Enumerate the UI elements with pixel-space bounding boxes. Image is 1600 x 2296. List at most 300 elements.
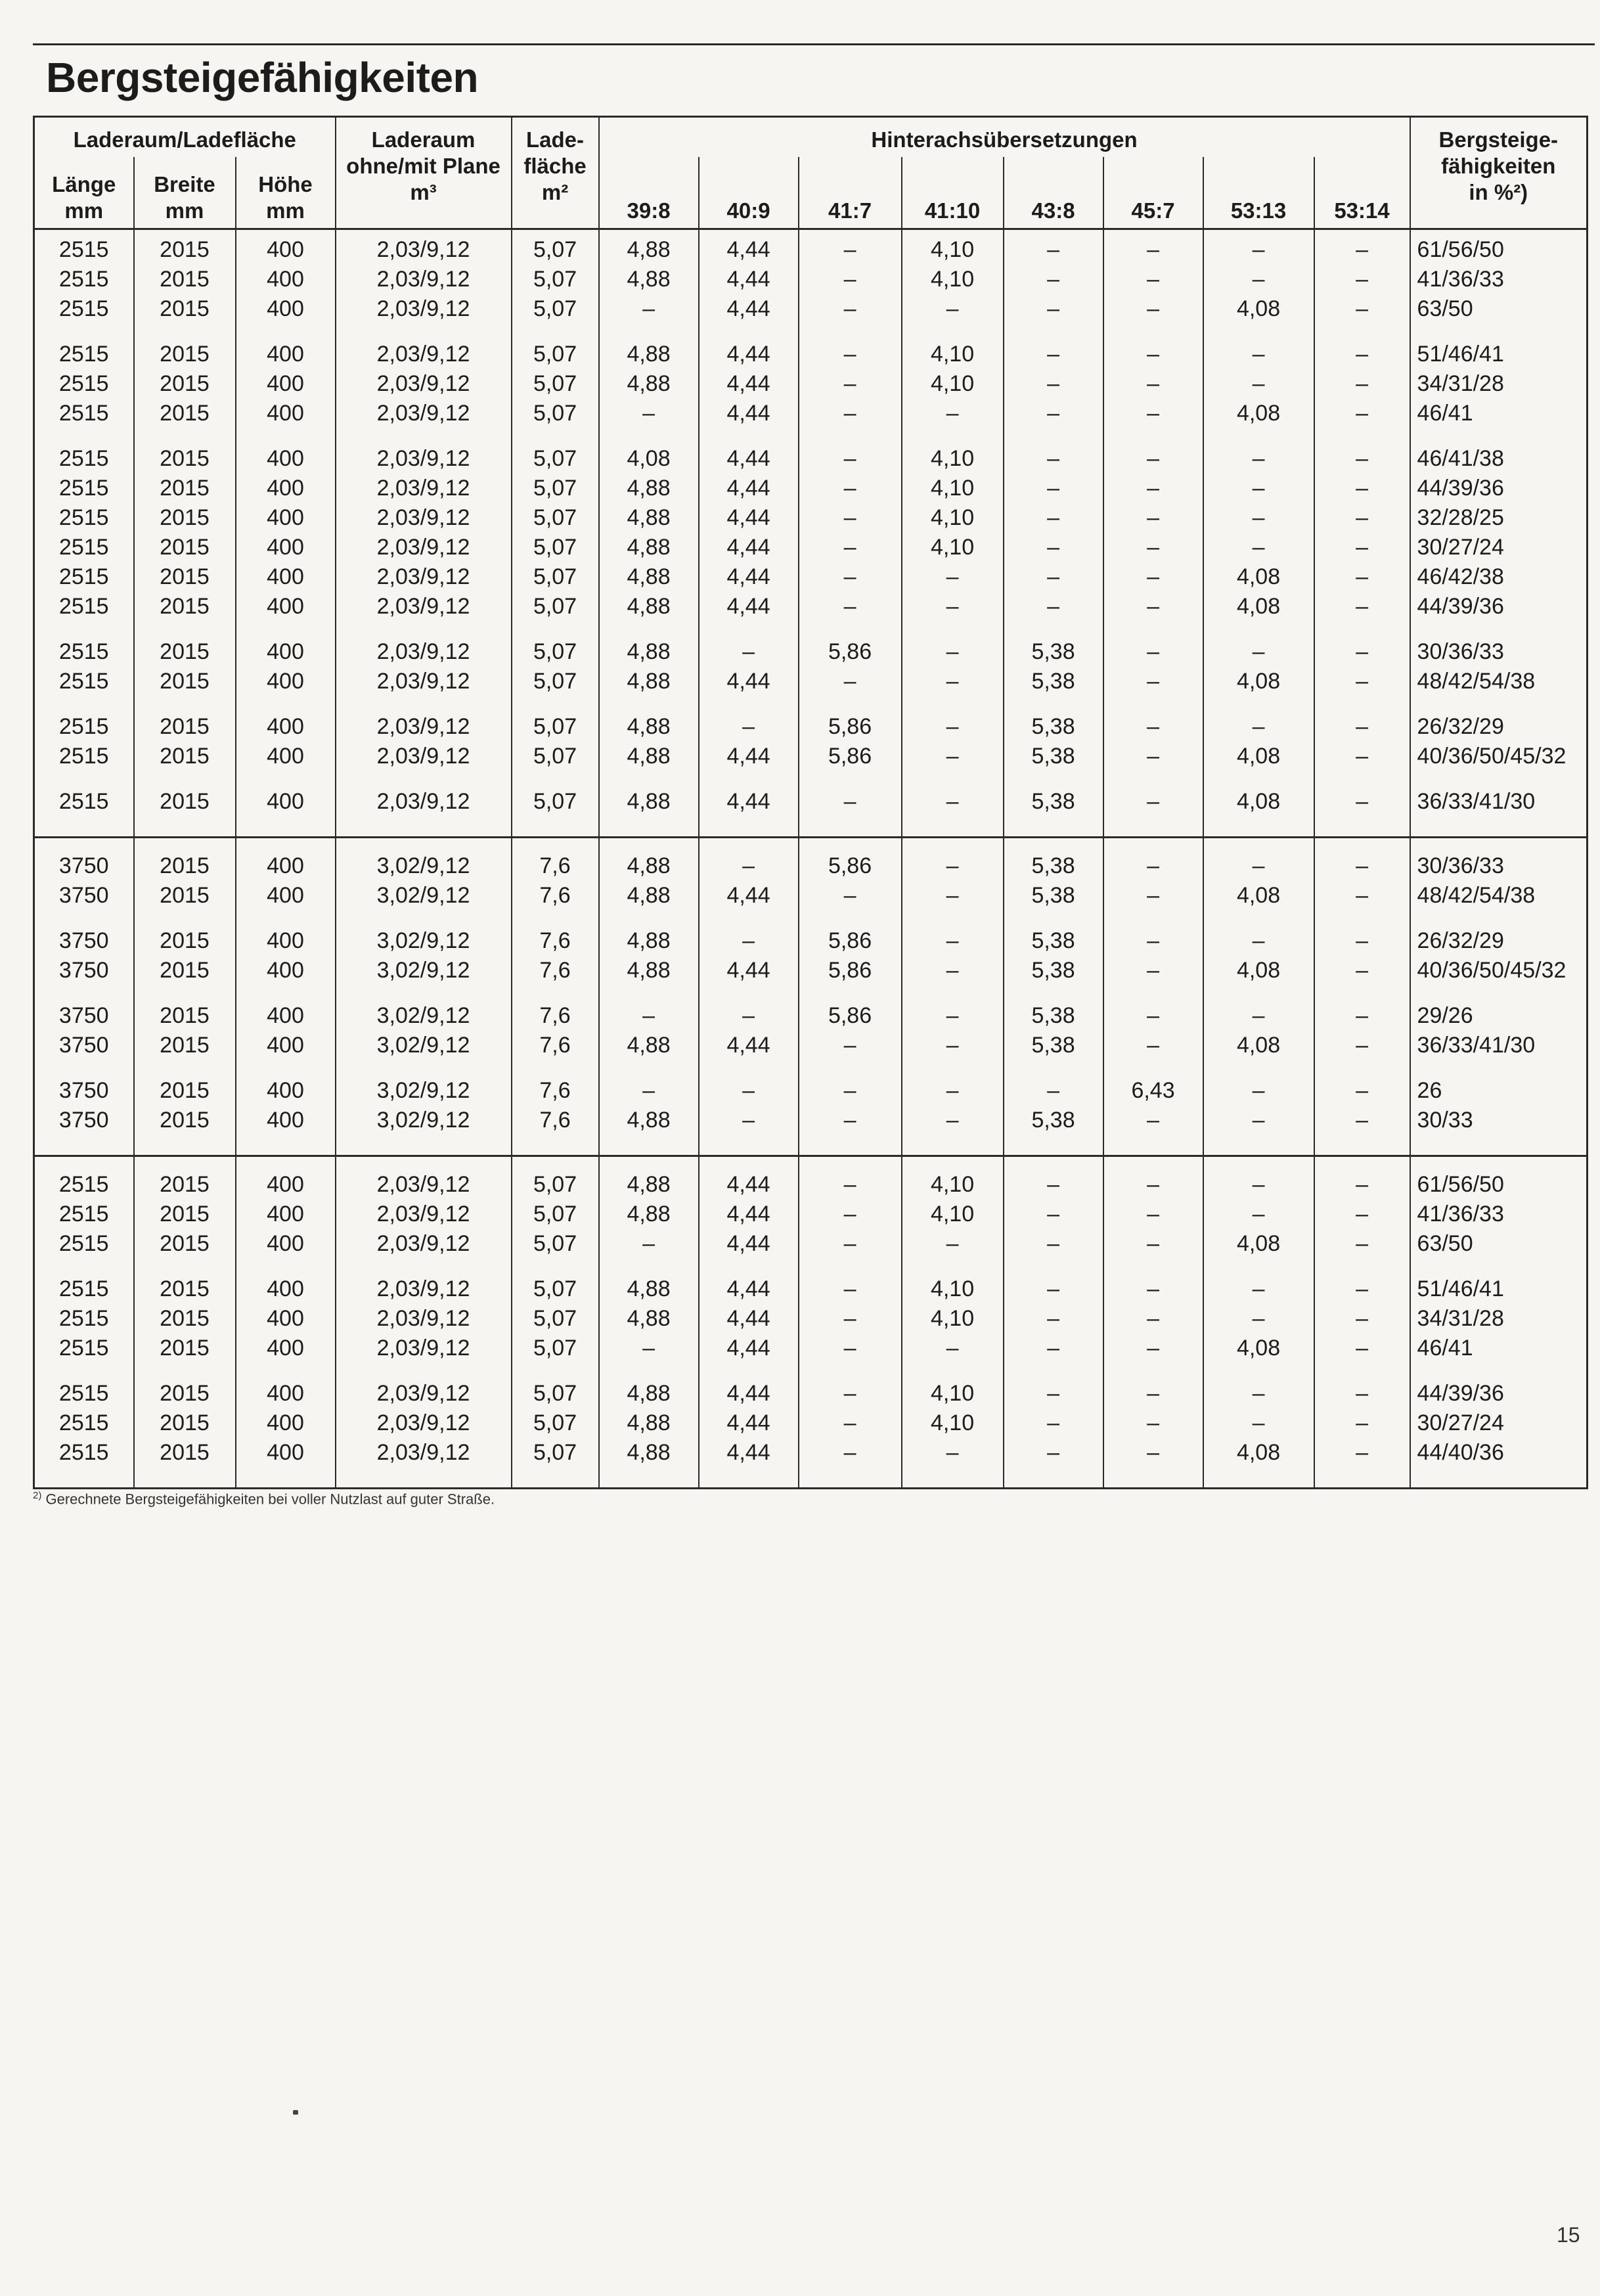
table-header bbox=[34, 117, 1588, 229]
table-cell: 2515 bbox=[34, 1200, 134, 1229]
table-cell: 400 bbox=[236, 1229, 336, 1259]
table-cell: 30/27/24 bbox=[1410, 1408, 1588, 1438]
header-laenge bbox=[34, 157, 134, 229]
table-cell: 2,03/9,12 bbox=[336, 369, 512, 399]
table-cell: – bbox=[599, 1334, 699, 1363]
table-cell: 2,03/9,12 bbox=[336, 1438, 512, 1489]
header-laenge-label: Länge bbox=[52, 172, 116, 196]
table-cell: 4,10 bbox=[902, 503, 1004, 533]
table-cell: – bbox=[1004, 428, 1103, 474]
table-cell: – bbox=[1004, 1259, 1103, 1304]
table-cell: 4,08 bbox=[1203, 294, 1314, 324]
table-cell: – bbox=[1004, 562, 1103, 592]
table-cell: 4,88 bbox=[599, 1106, 699, 1156]
table-row bbox=[34, 474, 1588, 503]
table-cell: – bbox=[1314, 229, 1410, 265]
table-cell: – bbox=[799, 667, 902, 696]
table-cell: – bbox=[1203, 503, 1314, 533]
table-cell: 2015 bbox=[134, 399, 236, 428]
table-cell: 2015 bbox=[134, 1259, 236, 1304]
table-cell: – bbox=[1314, 1106, 1410, 1156]
table-cell: 4,88 bbox=[599, 1304, 699, 1334]
table-cell: – bbox=[1103, 1363, 1203, 1408]
table-cell: 2515 bbox=[34, 1304, 134, 1334]
table-cell: – bbox=[1103, 985, 1203, 1031]
table-cell: – bbox=[799, 369, 902, 399]
header-laderaum bbox=[336, 117, 512, 229]
table-cell: 3750 bbox=[34, 985, 134, 1031]
table-cell: 4,44 bbox=[699, 1229, 799, 1259]
header-ladeflaeche-line2: fläche bbox=[523, 154, 587, 178]
table-cell: 4,88 bbox=[599, 881, 699, 911]
table-cell: 5,07 bbox=[512, 324, 599, 369]
table-cell: – bbox=[799, 1229, 902, 1259]
table-cell: 5,07 bbox=[512, 1334, 599, 1363]
table-cell: 2,03/9,12 bbox=[336, 1304, 512, 1334]
table-cell: – bbox=[1103, 911, 1203, 956]
table-cell: 4,10 bbox=[902, 369, 1004, 399]
table-cell: 46/41 bbox=[1410, 1334, 1588, 1363]
table-cell: – bbox=[1314, 667, 1410, 696]
table-cell: – bbox=[799, 592, 902, 621]
table-cell: 34/31/28 bbox=[1410, 1304, 1588, 1334]
table-cell: 26/32/29 bbox=[1410, 911, 1588, 956]
table-cell: 400 bbox=[236, 592, 336, 621]
header-laenge-unit: mm bbox=[64, 198, 104, 223]
table-cell: 4,44 bbox=[699, 229, 799, 265]
table-cell: – bbox=[1203, 838, 1314, 882]
header-ratio: 40:9 bbox=[699, 157, 799, 229]
table-cell: 2515 bbox=[34, 742, 134, 771]
table-cell: 3,02/9,12 bbox=[336, 881, 512, 911]
header-ratio: 43:8 bbox=[1004, 157, 1103, 229]
table-cell: 3,02/9,12 bbox=[336, 1031, 512, 1060]
table-cell: 4,88 bbox=[599, 369, 699, 399]
table-cell: 2515 bbox=[34, 428, 134, 474]
table-cell: – bbox=[1314, 562, 1410, 592]
table-cell: 40/36/50/45/32 bbox=[1410, 956, 1588, 985]
table-cell: 2515 bbox=[34, 771, 134, 838]
table-cell: – bbox=[1004, 1229, 1103, 1259]
table-cell: – bbox=[1004, 294, 1103, 324]
header-berg-line2: fähigkeiten bbox=[1441, 154, 1556, 178]
table-row bbox=[34, 562, 1588, 592]
table-cell: 2015 bbox=[134, 1304, 236, 1334]
table-cell: 5,07 bbox=[512, 1156, 599, 1200]
table-cell: 400 bbox=[236, 1031, 336, 1060]
table-cell: – bbox=[1103, 294, 1203, 324]
table-cell: 2015 bbox=[134, 621, 236, 667]
table-cell: – bbox=[799, 474, 902, 503]
table-cell: – bbox=[799, 1408, 902, 1438]
table-cell: 2015 bbox=[134, 474, 236, 503]
table-cell: 4,44 bbox=[699, 1304, 799, 1334]
print-speck bbox=[293, 2110, 298, 2115]
table-cell: 400 bbox=[236, 369, 336, 399]
table-cell: 2,03/9,12 bbox=[336, 474, 512, 503]
table-cell: 2,03/9,12 bbox=[336, 1229, 512, 1259]
header-ratio: 41:10 bbox=[902, 157, 1004, 229]
table-cell: 2,03/9,12 bbox=[336, 592, 512, 621]
table-cell: 7,6 bbox=[512, 881, 599, 911]
table-cell: 2015 bbox=[134, 742, 236, 771]
table-row bbox=[34, 1334, 1588, 1363]
table-cell: 2515 bbox=[34, 369, 134, 399]
table-cell: – bbox=[1103, 1334, 1203, 1363]
table-cell: 4,10 bbox=[902, 324, 1004, 369]
table-cell: – bbox=[1103, 324, 1203, 369]
header-ratio: 41:7 bbox=[799, 157, 902, 229]
table-cell: 4,88 bbox=[599, 592, 699, 621]
table-cell: 5,86 bbox=[799, 838, 902, 882]
table-cell: 4,08 bbox=[1203, 956, 1314, 985]
table-cell: 2015 bbox=[134, 1200, 236, 1229]
table-cell: – bbox=[1203, 1106, 1314, 1156]
table-cell: 4,44 bbox=[699, 369, 799, 399]
header-breite-unit: mm bbox=[165, 198, 204, 223]
table-cell: – bbox=[1103, 881, 1203, 911]
table-cell: 400 bbox=[236, 1438, 336, 1489]
table-cell: 4,10 bbox=[902, 1408, 1004, 1438]
table-cell: 4,44 bbox=[699, 1408, 799, 1438]
table-cell: 4,88 bbox=[599, 265, 699, 294]
table-cell: 3750 bbox=[34, 956, 134, 985]
table-cell: 4,44 bbox=[699, 324, 799, 369]
table-cell: 400 bbox=[236, 1156, 336, 1200]
table-cell: 2,03/9,12 bbox=[336, 667, 512, 696]
table-cell: 4,88 bbox=[599, 562, 699, 592]
table-cell: – bbox=[1314, 881, 1410, 911]
table-cell: 2015 bbox=[134, 1334, 236, 1363]
footnote bbox=[33, 1490, 495, 1508]
table-cell: – bbox=[1314, 621, 1410, 667]
table-cell: 4,44 bbox=[699, 1156, 799, 1200]
table-cell: 40/36/50/45/32 bbox=[1410, 742, 1588, 771]
table-cell: 3,02/9,12 bbox=[336, 1106, 512, 1156]
table-cell: 4,08 bbox=[1203, 1334, 1314, 1363]
table-cell: – bbox=[1103, 229, 1203, 265]
table-cell: 41/36/33 bbox=[1410, 265, 1588, 294]
table-cell: – bbox=[902, 294, 1004, 324]
table-cell: 5,86 bbox=[799, 956, 902, 985]
table-cell: 2515 bbox=[34, 562, 134, 592]
table-cell: 2515 bbox=[34, 1334, 134, 1363]
table-cell: – bbox=[799, 399, 902, 428]
table-cell: 29/26 bbox=[1410, 985, 1588, 1031]
table-cell: – bbox=[799, 881, 902, 911]
table-cell: 2515 bbox=[34, 621, 134, 667]
table-cell: 4,44 bbox=[699, 1031, 799, 1060]
table-cell: 4,08 bbox=[1203, 881, 1314, 911]
table-cell: 2515 bbox=[34, 474, 134, 503]
table-cell: 44/39/36 bbox=[1410, 474, 1588, 503]
table-cell: – bbox=[1314, 1334, 1410, 1363]
table-cell: – bbox=[1203, 533, 1314, 562]
table-cell: 3750 bbox=[34, 1060, 134, 1106]
table-cell: – bbox=[799, 1200, 902, 1229]
table-cell: – bbox=[1103, 1106, 1203, 1156]
table-cell: 30/36/33 bbox=[1410, 838, 1588, 882]
table-cell: – bbox=[1103, 1229, 1203, 1259]
table-cell: 4,44 bbox=[699, 1200, 799, 1229]
table-cell: 5,07 bbox=[512, 294, 599, 324]
table-cell: – bbox=[902, 1334, 1004, 1363]
table-cell: 4,88 bbox=[599, 742, 699, 771]
table-cell: 4,44 bbox=[699, 1438, 799, 1489]
table-cell: – bbox=[699, 985, 799, 1031]
table-cell: 5,07 bbox=[512, 265, 599, 294]
table-cell: 2015 bbox=[134, 1031, 236, 1060]
table-cell: 44/39/36 bbox=[1410, 1363, 1588, 1408]
table-cell: 5,07 bbox=[512, 1259, 599, 1304]
table-cell: – bbox=[902, 771, 1004, 838]
table-cell: 4,88 bbox=[599, 1363, 699, 1408]
table-cell: – bbox=[1314, 1408, 1410, 1438]
table-cell: 4,44 bbox=[699, 1259, 799, 1304]
table-cell: – bbox=[799, 1156, 902, 1200]
table-cell: 46/41/38 bbox=[1410, 428, 1588, 474]
table-cell: 5,07 bbox=[512, 1363, 599, 1408]
table-cell: – bbox=[1103, 696, 1203, 742]
table-cell: – bbox=[1004, 369, 1103, 399]
table-cell: 400 bbox=[236, 956, 336, 985]
table-row bbox=[34, 265, 1588, 294]
table-cell: – bbox=[1314, 1229, 1410, 1259]
header-ratio: 39:8 bbox=[599, 157, 699, 229]
table-cell: – bbox=[1314, 956, 1410, 985]
table-cell: 2515 bbox=[34, 667, 134, 696]
table-cell: 400 bbox=[236, 742, 336, 771]
table-cell: 400 bbox=[236, 474, 336, 503]
table-cell: 5,38 bbox=[1004, 742, 1103, 771]
table-cell: 400 bbox=[236, 428, 336, 474]
table-cell: – bbox=[1103, 503, 1203, 533]
table-cell: – bbox=[1004, 1334, 1103, 1363]
table-cell: 41/36/33 bbox=[1410, 1200, 1588, 1229]
table-row bbox=[34, 838, 1588, 882]
table-row bbox=[34, 667, 1588, 696]
table-cell: – bbox=[902, 592, 1004, 621]
table-cell: 2,03/9,12 bbox=[336, 324, 512, 369]
table-cell: 400 bbox=[236, 562, 336, 592]
table-cell: – bbox=[799, 533, 902, 562]
table-cell: – bbox=[599, 985, 699, 1031]
page-title: Bergsteigefähigkeiten bbox=[46, 54, 479, 101]
table-cell: 400 bbox=[236, 911, 336, 956]
table-cell: 26 bbox=[1410, 1060, 1588, 1106]
table-cell: – bbox=[902, 562, 1004, 592]
table-cell: 400 bbox=[236, 881, 336, 911]
table-cell: 4,88 bbox=[599, 667, 699, 696]
table-cell: – bbox=[1203, 696, 1314, 742]
table-cell: – bbox=[1103, 742, 1203, 771]
table-cell: – bbox=[799, 562, 902, 592]
table-cell: 2015 bbox=[134, 1106, 236, 1156]
table-cell: 30/27/24 bbox=[1410, 533, 1588, 562]
table-cell: – bbox=[1004, 1200, 1103, 1229]
header-hinterachsuebersetzungen: Hinterachsübersetzungen bbox=[599, 117, 1410, 158]
header-hoehe bbox=[236, 157, 336, 229]
table-row bbox=[34, 1363, 1588, 1408]
table-cell: 400 bbox=[236, 503, 336, 533]
table-cell: 2015 bbox=[134, 1156, 236, 1200]
table-cell: 2,03/9,12 bbox=[336, 696, 512, 742]
table-cell: 2015 bbox=[134, 1229, 236, 1259]
table-cell: – bbox=[1203, 265, 1314, 294]
header-ladeflaeche bbox=[512, 117, 599, 229]
table-cell: 4,44 bbox=[699, 956, 799, 985]
table-cell: – bbox=[1203, 911, 1314, 956]
table-cell: 7,6 bbox=[512, 1031, 599, 1060]
table-cell: – bbox=[1203, 1304, 1314, 1334]
table-cell: 2515 bbox=[34, 1363, 134, 1408]
table-cell: 2015 bbox=[134, 771, 236, 838]
table-cell: 4,88 bbox=[599, 696, 699, 742]
table-cell: 5,38 bbox=[1004, 771, 1103, 838]
table-cell: 2015 bbox=[134, 503, 236, 533]
table-cell: – bbox=[1004, 1438, 1103, 1489]
table-row bbox=[34, 771, 1588, 838]
table-cell: – bbox=[1103, 474, 1203, 503]
table-cell: 4,44 bbox=[699, 667, 799, 696]
table-cell: – bbox=[799, 1259, 902, 1304]
table-row bbox=[34, 428, 1588, 474]
table-cell: 2515 bbox=[34, 229, 134, 265]
table-cell: 400 bbox=[236, 1304, 336, 1334]
table-cell: – bbox=[1314, 265, 1410, 294]
table-cell: 32/28/25 bbox=[1410, 503, 1588, 533]
table-cell: – bbox=[1314, 1363, 1410, 1408]
table-cell: – bbox=[1103, 1438, 1203, 1489]
header-bergsteigefaehigkeiten bbox=[1410, 117, 1588, 229]
table-cell: 2015 bbox=[134, 956, 236, 985]
table-cell: 400 bbox=[236, 1363, 336, 1408]
table-row bbox=[34, 399, 1588, 428]
table-cell: 5,07 bbox=[512, 1200, 599, 1229]
table-cell: 2515 bbox=[34, 1259, 134, 1304]
table-cell: 2015 bbox=[134, 428, 236, 474]
table-row bbox=[34, 696, 1588, 742]
table-cell: 4,10 bbox=[902, 265, 1004, 294]
table-cell: – bbox=[902, 1106, 1004, 1156]
table-cell: 3,02/9,12 bbox=[336, 956, 512, 985]
table-cell: 400 bbox=[236, 229, 336, 265]
table-cell: – bbox=[699, 1106, 799, 1156]
table-cell: 400 bbox=[236, 533, 336, 562]
table-cell: 4,88 bbox=[599, 324, 699, 369]
table-cell: – bbox=[799, 294, 902, 324]
table-cell: – bbox=[1203, 1156, 1314, 1200]
table-cell: 4,88 bbox=[599, 838, 699, 882]
table-row bbox=[34, 985, 1588, 1031]
table-cell: 5,86 bbox=[799, 621, 902, 667]
table-cell: 4,08 bbox=[1203, 1438, 1314, 1489]
table-cell: 5,07 bbox=[512, 1229, 599, 1259]
table-cell: 4,88 bbox=[599, 621, 699, 667]
header-laderaum-unit: m³ bbox=[410, 180, 437, 204]
table-cell: 2,03/9,12 bbox=[336, 229, 512, 265]
table-cell: 4,44 bbox=[699, 474, 799, 503]
table-row bbox=[34, 881, 1588, 911]
table-cell: 2,03/9,12 bbox=[336, 1408, 512, 1438]
table-cell: 4,08 bbox=[1203, 592, 1314, 621]
table-cell: – bbox=[1314, 1060, 1410, 1106]
header-hoehe-label: Höhe bbox=[258, 172, 313, 196]
table-cell: 4,08 bbox=[1203, 562, 1314, 592]
table-cell: 30/33 bbox=[1410, 1106, 1588, 1156]
table-cell: 2015 bbox=[134, 985, 236, 1031]
table-cell: 5,07 bbox=[512, 1304, 599, 1334]
gradeability-table bbox=[33, 116, 1588, 1489]
table-cell: 36/33/41/30 bbox=[1410, 1031, 1588, 1060]
header-ladeflaeche-unit: m² bbox=[541, 180, 569, 204]
table-cell: 48/42/54/38 bbox=[1410, 667, 1588, 696]
table-cell: 2015 bbox=[134, 1438, 236, 1489]
table-cell: – bbox=[902, 1031, 1004, 1060]
table-cell: 30/36/33 bbox=[1410, 621, 1588, 667]
table-cell: 2,03/9,12 bbox=[336, 533, 512, 562]
table-cell: 5,86 bbox=[799, 911, 902, 956]
table-row bbox=[34, 369, 1588, 399]
table-cell: 3750 bbox=[34, 1106, 134, 1156]
table-cell: 3,02/9,12 bbox=[336, 1060, 512, 1106]
table-cell: 4,10 bbox=[902, 1259, 1004, 1304]
table-row bbox=[34, 503, 1588, 533]
table-cell: – bbox=[1314, 1156, 1410, 1200]
header-ratio: 53:14 bbox=[1314, 157, 1410, 229]
table-cell: 61/56/50 bbox=[1410, 1156, 1588, 1200]
table-cell: – bbox=[902, 696, 1004, 742]
table-cell: – bbox=[902, 621, 1004, 667]
table-cell: 2,03/9,12 bbox=[336, 1334, 512, 1363]
table-cell: 400 bbox=[236, 265, 336, 294]
table-cell: – bbox=[1004, 503, 1103, 533]
table-cell: – bbox=[1103, 265, 1203, 294]
table-cell: – bbox=[1314, 985, 1410, 1031]
table-cell: 5,07 bbox=[512, 771, 599, 838]
top-rule bbox=[33, 43, 1595, 45]
table-cell: 7,6 bbox=[512, 838, 599, 882]
table-cell: – bbox=[1004, 1408, 1103, 1438]
table-cell: – bbox=[1103, 1304, 1203, 1334]
table-cell: 4,10 bbox=[902, 1156, 1004, 1200]
table-row bbox=[34, 533, 1588, 562]
table-cell: 4,88 bbox=[599, 503, 699, 533]
table-cell: 4,44 bbox=[699, 503, 799, 533]
table-cell: – bbox=[699, 838, 799, 882]
table-cell: 4,88 bbox=[599, 1259, 699, 1304]
table-cell: 400 bbox=[236, 985, 336, 1031]
table-cell: – bbox=[1314, 838, 1410, 882]
table-cell: 4,44 bbox=[699, 881, 799, 911]
table-cell: – bbox=[799, 771, 902, 838]
table-cell: 61/56/50 bbox=[1410, 229, 1588, 265]
header-laderaum-ladeflaeche: Laderaum/Ladefläche bbox=[34, 117, 336, 158]
table-cell: 4,44 bbox=[699, 294, 799, 324]
table-cell: – bbox=[1314, 911, 1410, 956]
table-cell: – bbox=[902, 1060, 1004, 1106]
table-row bbox=[34, 1060, 1588, 1106]
table-cell: 44/39/36 bbox=[1410, 592, 1588, 621]
table-cell: 2015 bbox=[134, 696, 236, 742]
table-cell: 2,03/9,12 bbox=[336, 1156, 512, 1200]
table-cell: 5,07 bbox=[512, 428, 599, 474]
table-row bbox=[34, 1031, 1588, 1060]
table-cell: – bbox=[1103, 1156, 1203, 1200]
table-cell: 46/42/38 bbox=[1410, 562, 1588, 592]
table-cell: – bbox=[1103, 771, 1203, 838]
table-cell: 5,07 bbox=[512, 533, 599, 562]
